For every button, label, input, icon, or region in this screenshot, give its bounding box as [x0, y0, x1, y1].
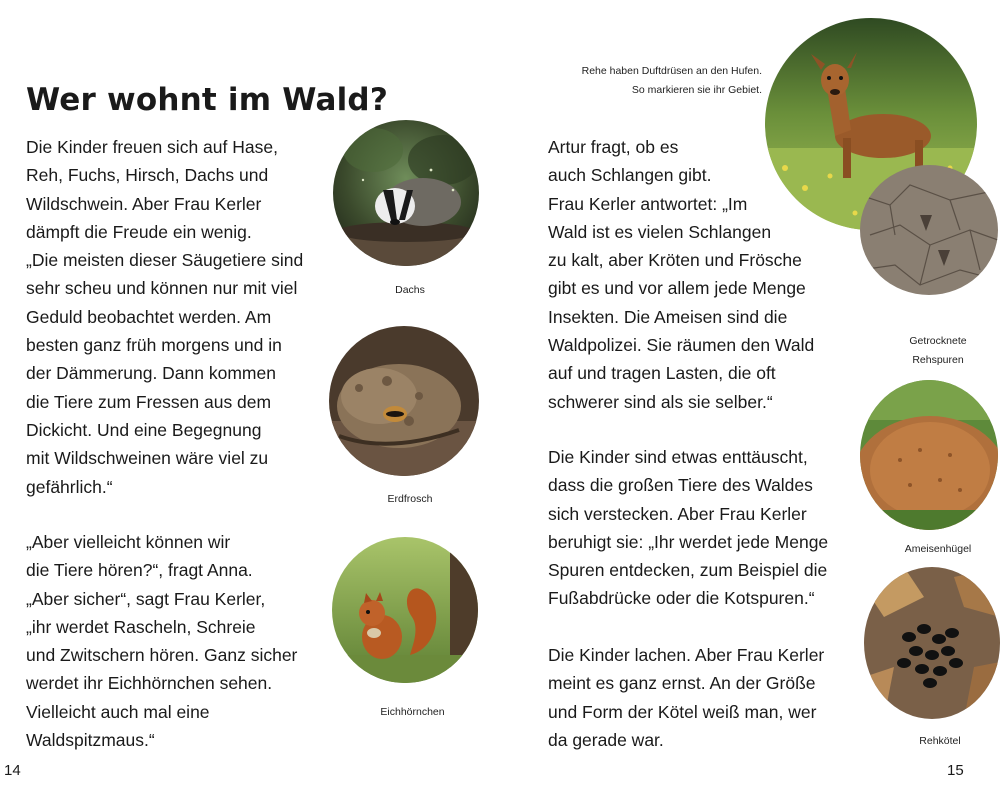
page-number-left: 14 [4, 762, 21, 779]
text-line: und Form der Kötel weiß man, wer [548, 701, 817, 722]
text-line: auch Schlangen gibt. [548, 165, 712, 186]
right-paragraph-1 [548, 133, 814, 416]
deer-caption [540, 62, 762, 100]
tracks-photo [860, 165, 998, 295]
text-line: die Tiere hören?“, fragt Anna. [26, 560, 253, 581]
text-line: da gerade war. [548, 729, 664, 750]
text-line: Spuren entdecken, zum Beispiel die [548, 560, 828, 581]
tracks-caption [880, 332, 996, 370]
anthill-photo [860, 380, 998, 530]
text-line: Fußabdrücke oder die Kotspuren.“ [548, 588, 815, 609]
text-line: mit Wildschweinen wäre viel zu [26, 448, 269, 469]
badger-photo [333, 120, 479, 266]
text-line: werdet ihr Eichhörnchen sehen. [26, 673, 273, 694]
text-line: beruhigt sie: „Ihr werdet jede Menge [548, 531, 829, 552]
text-line: „Die meisten dieser Säugetiere sind [26, 250, 304, 271]
deer-caption-line: Rehe haben Duftdrüsen an den Hufen. [581, 65, 762, 77]
text-line: Die Kinder lachen. Aber Frau Kerler [548, 645, 825, 665]
text-line: Dickicht. Und eine Begegnung [26, 419, 262, 440]
text-line: Insekten. Die Ameisen sind die [548, 306, 788, 327]
text-line: sich verstecken. Aber Frau Kerler [548, 503, 807, 524]
text-line: „ihr werdet Rascheln, Schreie [26, 616, 256, 637]
toad-caption: Erdfrosch [387, 493, 433, 505]
deer-caption-line: So markieren sie ihr Gebiet. [631, 84, 762, 96]
text-line: schwerer sind als sie selber.“ [548, 391, 773, 412]
tracks-caption-line: Getrocknete [909, 335, 967, 347]
right-paragraph-2 [548, 443, 828, 613]
text-line: Reh, Fuchs, Hirsch, Dachs und [26, 165, 269, 186]
badger-caption: Dachs [395, 284, 425, 296]
tracks-caption-line: Rehspuren [912, 354, 964, 366]
text-line: Frau Kerler antwortet: „Im [548, 193, 748, 214]
toad-photo [329, 326, 479, 476]
text-line: Geduld beobachtet werden. Am [26, 306, 272, 327]
squirrel-photo [332, 537, 478, 683]
text-line: besten ganz früh morgens und in [26, 335, 282, 356]
text-line: Die Kinder sind etwas enttäuscht, [548, 447, 808, 467]
text-line: dämpft die Freude ein wenig. [26, 221, 252, 242]
text-line: Wald ist es vielen Schlangen [548, 221, 772, 242]
squirrel-illustration [332, 537, 478, 683]
text-line: Artur fragt, ob es [548, 137, 679, 157]
text-line: dass die großen Tiere des Waldes [548, 475, 813, 496]
text-line: sehr scheu und können nur mit viel [26, 278, 298, 299]
text-line: Vielleicht auch mal eine [26, 701, 210, 722]
squirrel-caption: Eichhörnchen [380, 706, 445, 718]
text-line: „Aber sicher“, sagt Frau Kerler, [26, 588, 266, 609]
anthill-illustration [860, 380, 998, 530]
tracks-illustration [860, 165, 998, 295]
droppings-photo [864, 567, 1000, 719]
text-line: meint es ganz ernst. An der Größe [548, 673, 816, 694]
text-line: gefährlich.“ [26, 476, 113, 497]
page-title: Wer wohnt im Wald? [26, 82, 389, 118]
text-line: Wildschwein. Aber Frau Kerler [26, 193, 262, 214]
text-line: Die Kinder freuen sich auf Hase, [26, 137, 278, 157]
left-paragraph-1 [26, 133, 303, 501]
badger-illustration [333, 120, 479, 266]
text-line: Waldspitzmaus.“ [26, 730, 155, 751]
right-paragraph-3 [548, 641, 824, 754]
text-line: „Aber vielleicht können wir [26, 532, 231, 552]
text-line: die Tiere zum Fressen aus dem [26, 391, 272, 412]
text-line: auf und tragen Lasten, die oft [548, 363, 776, 384]
text-line: zu kalt, aber Kröten und Frösche [548, 250, 802, 271]
droppings-caption: Rehkötel [919, 735, 961, 747]
droppings-illustration [864, 567, 1000, 719]
page-number-right: 15 [947, 762, 964, 779]
text-line: Waldpolizei. Sie räumen den Wald [548, 335, 815, 356]
text-line: und Zwitschern hören. Ganz sicher [26, 645, 298, 666]
toad-illustration [329, 326, 479, 476]
text-line: der Dämmerung. Dann kommen [26, 363, 276, 384]
text-line: gibt es und vor allem jede Menge [548, 278, 806, 299]
anthill-caption: Ameisenhügel [904, 543, 972, 555]
left-paragraph-2 [26, 528, 297, 754]
